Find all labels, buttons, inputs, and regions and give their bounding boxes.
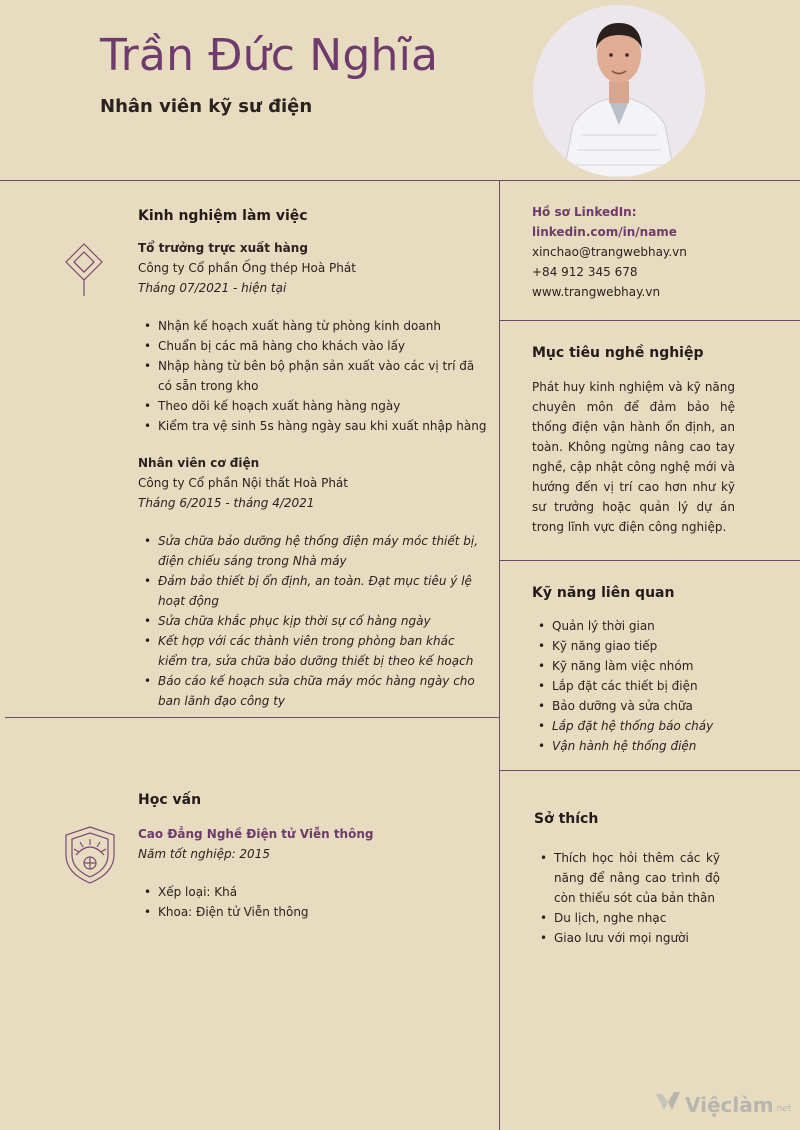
website-link[interactable]: www.trangwebhay.vn xyxy=(532,285,661,299)
job-role: Tổ trưởng trực xuất hàng xyxy=(138,241,308,255)
list-item: • Nhập hàng từ bên bộ phận sản xuất vào các vị trí đã có sẵn trong kho xyxy=(138,356,488,396)
skills-list xyxy=(532,616,762,756)
job-title: Nhân viên kỹ sư điện xyxy=(100,96,313,117)
list-item: • Khoa: Điện tử Viễn thông xyxy=(138,902,488,922)
list-item: • Kiểm tra vệ sinh 5s hàng ngày sau khi xuất nhập hàng xyxy=(138,416,488,436)
skills-hobbies-divider xyxy=(499,770,800,771)
list-item: • Giao lưu với mọi người xyxy=(534,928,720,948)
job-period: Tháng 6/2015 - tháng 4/2021 xyxy=(138,496,315,510)
list-item: • Sửa chữa khắc phục kịp thời sự cố hàng ngày xyxy=(138,611,483,631)
list-item: • Đảm bảo thiết bị ổn định, an toàn. Đạt mục tiêu ý lệ hoạt động xyxy=(138,571,483,611)
column-divider xyxy=(499,180,500,1130)
watermark-logo xyxy=(655,1090,791,1116)
linkedin-link[interactable]: linkedin.com/in/name xyxy=(532,225,677,239)
experience-education-divider xyxy=(5,717,499,718)
job-company: Công ty Cổ phần Ống thép Hoà Phát xyxy=(138,261,356,275)
job-period: Tháng 07/2021 - hiện tại xyxy=(138,281,287,295)
list-item: • Sửa chữa bảo dưỡng hệ thống điện máy móc thiết bị, điện chiếu sáng trong Nhà máy xyxy=(138,531,483,571)
education-title: Học vấn xyxy=(138,792,202,808)
list-item: • Bảo dưỡng và sửa chữa xyxy=(532,696,762,716)
job-role: Nhân viên cơ điện xyxy=(138,456,260,470)
education-entry xyxy=(138,824,488,864)
objective-text: Phát huy kinh nghiệm và kỹ năng chuyên môn để đảm bảo hệ thống điện vận hành ổn định, an toàn. Không ngừng nâng cao tay nghề, cập nhật công nghệ mới và hướng đến vị trí cao hơn như kỹ sư trưởng hoặc quản lý dự án trong lĩnh vực điện công nghiệp. xyxy=(532,380,735,534)
list-item: • Lắp đặt hệ thống báo cháy xyxy=(532,716,762,736)
objective-title: Mục tiêu nghề nghiệp xyxy=(532,345,704,361)
candidate-name: Trần Đức Nghĩa xyxy=(100,30,439,81)
experience-emblem xyxy=(64,242,104,302)
list-item: • Quản lý thời gian xyxy=(532,616,762,636)
education-details-list xyxy=(138,882,488,922)
list-item: • Lắp đặt các thiết bị điện xyxy=(532,676,762,696)
list-item: • Theo dõi kế hoạch xuất hàng hàng ngày xyxy=(138,396,488,416)
list-item: • Vận hành hệ thống điện xyxy=(532,736,762,756)
graduation-year: Năm tốt nghiệp: 2015 xyxy=(138,847,270,861)
experience-title: Kinh nghiệm làm việc xyxy=(138,208,308,224)
diamond-emblem-icon xyxy=(64,283,104,302)
list-item: • Xếp loại: Khá xyxy=(138,882,488,902)
hobbies-list xyxy=(534,848,720,948)
sunrise-shield-icon xyxy=(64,870,116,889)
email-link[interactable]: xinchao@trangwebhay.vn xyxy=(532,245,687,259)
list-item: • Chuẩn bị các mã hàng cho khách vào lấy xyxy=(138,336,488,356)
phone-number: +84 912 345 678 xyxy=(532,265,638,279)
list-item: • Nhận kế hoạch xuất hàng từ phòng kinh doanh xyxy=(138,316,488,336)
contact-objective-divider xyxy=(499,320,800,321)
linkedin-label: Hồ sơ LinkedIn: xyxy=(532,205,637,219)
list-item: • Kết hợp với các thành viên trong phòng ban khác kiểm tra, sửa chữa bảo dưỡng thiết bị theo kế hoạch xyxy=(138,631,483,671)
vieclam-logo-icon xyxy=(655,1090,681,1116)
hobbies-title: Sở thích xyxy=(534,811,599,827)
education-emblem xyxy=(64,825,116,889)
job-duties-list xyxy=(138,316,488,436)
contact-block xyxy=(532,202,782,302)
list-item: • Kỹ năng giao tiếp xyxy=(532,636,762,656)
list-item: • Kỹ năng làm việc nhóm xyxy=(532,656,762,676)
job-entry xyxy=(138,453,488,513)
job-duties-list xyxy=(138,531,483,711)
job-entry xyxy=(138,238,488,298)
watermark-brand: Việclàm xyxy=(685,1093,774,1117)
list-item: • Du lịch, nghe nhạc xyxy=(534,908,720,928)
skills-title: Kỹ năng liên quan xyxy=(532,585,675,601)
watermark-suffix: .net xyxy=(773,1104,792,1114)
profile-photo xyxy=(533,5,705,177)
objective-skills-divider xyxy=(499,560,800,561)
list-item: • Báo cáo kế hoạch sửa chữa máy móc hàng ngày cho ban lãnh đạo công ty xyxy=(138,671,483,711)
header-divider xyxy=(0,180,800,181)
list-item: • Thích học hỏi thêm các kỹ năng để nâng cao trình độ còn thiếu sót của bản thân xyxy=(534,848,720,908)
school-name: Cao Đẳng Nghề Điện tử Viễn thông xyxy=(138,827,374,841)
job-company: Công ty Cổ phần Nội thất Hoà Phát xyxy=(138,476,348,490)
